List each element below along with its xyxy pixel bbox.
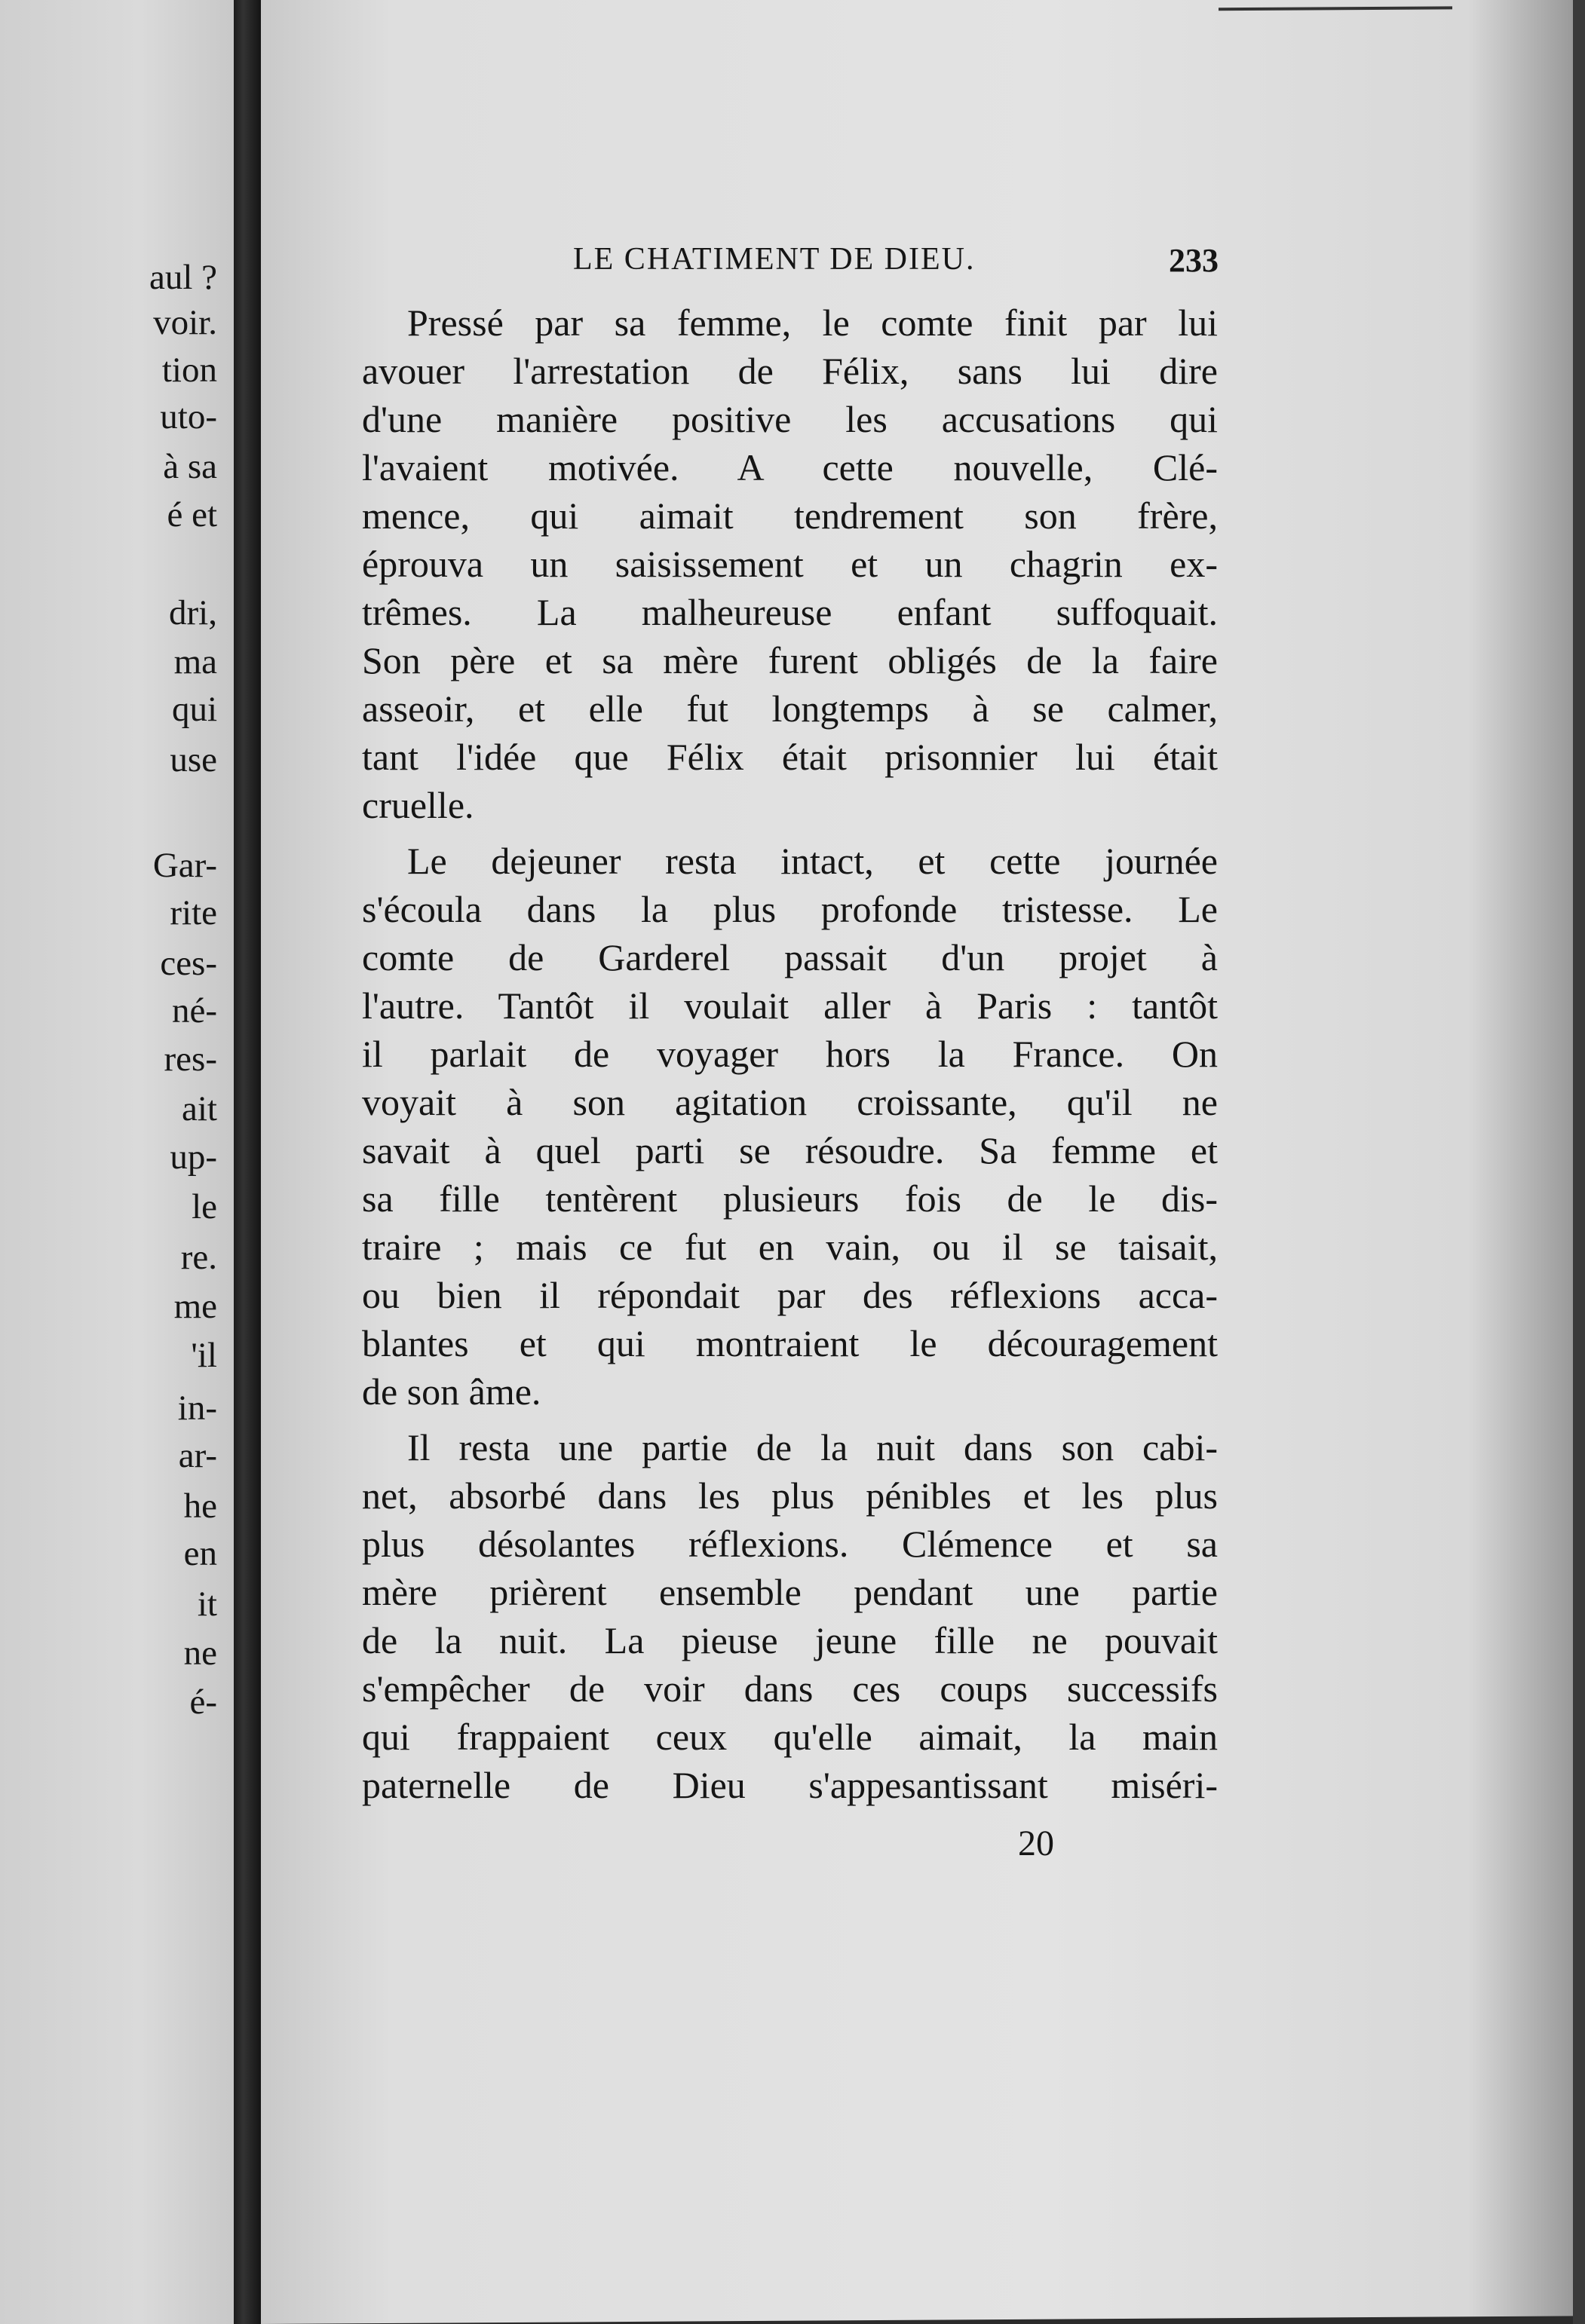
text-line: avouer l'arrestation de Félix, sans lui dire	[362, 350, 1218, 392]
left-page-fragment: re.	[180, 1238, 217, 1277]
body-text	[362, 299, 1218, 1817]
text-line: l'avaient motivée. A cette nouvelle, Clé-	[362, 446, 1218, 488]
left-page-fragment: en	[183, 1534, 217, 1573]
left-page-fragment: 'il	[191, 1336, 217, 1375]
paragraph	[362, 837, 1218, 1416]
paragraph	[362, 299, 1218, 829]
text-line: il parlait de voyager hors la France. On	[362, 1033, 1218, 1075]
text-line: sa fille tentèrent plusieurs fois de le dis-	[362, 1177, 1218, 1220]
left-page-fragment: up-	[170, 1138, 217, 1177]
text-line: mence, qui aimait tendrement son frère,	[362, 495, 1218, 537]
text-line: de son âme.	[362, 1370, 541, 1413]
left-page-fragment: me	[173, 1287, 217, 1326]
left-page-fragment: é et	[167, 495, 217, 534]
text-line: comte de Garderel passait d'un projet à	[362, 936, 1218, 978]
text-line: éprouva un saisissement et un chagrin ex-	[362, 543, 1218, 585]
text-line: Le dejeuner resta intact, et cette journée	[407, 840, 1218, 882]
text-line: s'empêcher de voir dans ces coups successifs	[362, 1667, 1218, 1710]
text-line: mère prièrent ensemble pendant une partie	[362, 1571, 1218, 1613]
text-line: plus désolantes réflexions. Clémence et sa	[362, 1523, 1218, 1565]
text-line: Son père et sa mère furent obligés de la faire	[362, 639, 1218, 681]
left-page-fragment: Gar-	[152, 846, 217, 885]
book-gutter	[234, 0, 261, 2324]
left-page-fragment: tion	[161, 351, 217, 390]
text-line: ou bien il répondait par des réflexions acca-	[362, 1274, 1218, 1316]
left-page-fragment: é-	[189, 1683, 217, 1722]
left-page-fragment: ait	[182, 1089, 217, 1128]
left-page-fragment: uto-	[160, 397, 217, 436]
left-page-fragment: dri,	[169, 593, 217, 632]
left-page-fragment: ces-	[160, 944, 217, 983]
text-line: de la nuit. La pieuse jeune fille ne pouvait	[362, 1619, 1218, 1661]
text-line: paternelle de Dieu s'appesantissant miséri-	[362, 1764, 1218, 1806]
text-line: asseoir, et elle fut longtemps à se calmer,	[362, 687, 1218, 730]
left-page-fragment: res-	[164, 1040, 217, 1079]
left-page-fragment: rite	[170, 893, 217, 932]
left-page-margin	[0, 0, 234, 2324]
left-page-fragment: ar-	[178, 1436, 217, 1475]
text-line: trêmes. La malheureuse enfant suffoquait.	[362, 591, 1218, 633]
top-rule	[1219, 6, 1452, 11]
text-line: net, absorbé dans les plus pénibles et les plus	[362, 1474, 1218, 1517]
page-edge	[1573, 0, 1585, 2324]
text-line: l'autre. Tantôt il voulait aller à Paris : tantôt	[362, 984, 1218, 1027]
left-page-fragment: in-	[177, 1389, 217, 1428]
text-line: traire ; mais ce fut en vain, ou il se taisait,	[362, 1226, 1218, 1268]
text-line: blantes et qui montraient le découragement	[362, 1322, 1218, 1364]
text-line: Il resta une partie de la nuit dans son cabi-	[407, 1426, 1218, 1468]
text-line: s'écoula dans la plus profonde tristesse. Le	[362, 888, 1218, 930]
signature-mark: 20	[1018, 1823, 1054, 1863]
text-line: savait à quel parti se résoudre. Sa femme et	[362, 1129, 1218, 1171]
left-page-fragment: voir.	[153, 303, 217, 342]
left-page-fragment: à sa	[163, 447, 217, 486]
left-page-fragment: it	[197, 1585, 217, 1624]
text-line: d'une manière positive les accusations qui	[362, 398, 1218, 440]
paragraph	[362, 1423, 1218, 1809]
left-page-fragment: né-	[171, 991, 217, 1030]
page-number: 233	[1169, 242, 1219, 279]
running-title: LE CHATIMENT DE DIEU.	[573, 242, 976, 277]
left-page-fragment: aul ?	[149, 258, 217, 297]
text-line: qui frappaient ceux qu'elle aimait, la main	[362, 1716, 1218, 1758]
left-page-fragment: qui	[171, 690, 217, 729]
text-line: voyait à son agitation croissante, qu'il ne	[362, 1081, 1218, 1123]
left-page-fragment: use	[170, 740, 217, 779]
text-line: tant l'idée que Félix était prisonnier lui était	[362, 736, 1218, 778]
left-page-fragment: ma	[173, 642, 217, 681]
left-page-fragment: he	[183, 1487, 217, 1526]
text-line: Pressé par sa femme, le comte finit par lui	[407, 302, 1218, 344]
text-line: cruelle.	[362, 784, 474, 826]
left-page-fragment: ne	[183, 1634, 217, 1673]
left-page-fragment: le	[192, 1187, 217, 1226]
